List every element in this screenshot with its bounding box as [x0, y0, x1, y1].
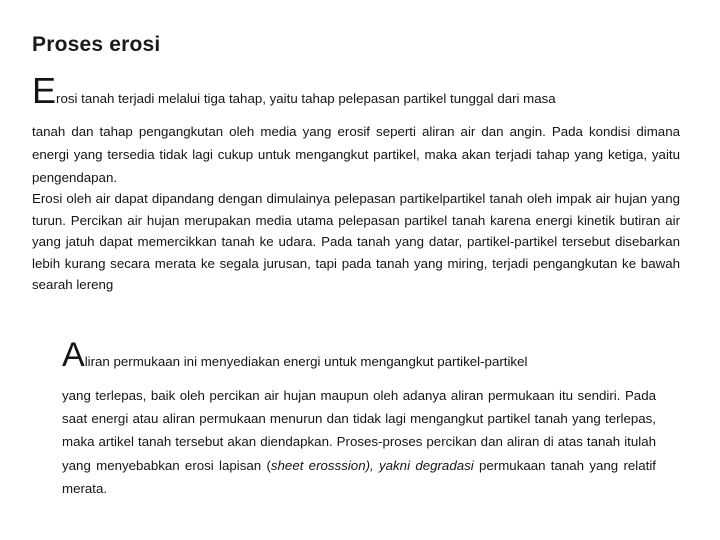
paragraph-surface-flow [62, 336, 656, 500]
paragraph-water-erosion [32, 188, 680, 296]
dropcap-letter: A [62, 336, 85, 374]
dropcap-letter: E [32, 70, 57, 111]
paragraph-first-line [62, 336, 656, 384]
italic-term: sheet erosssion), yakni degradasi [270, 457, 474, 473]
paragraph-first-line [32, 70, 680, 120]
first-line-text: liran permukaan ini menyediakan energi untuk mengangkut partikel-partikel [84, 354, 528, 369]
paragraph-body-text: yang terlepas, baik oleh percikan air hujan maupun oleh adanya aliran permukaan itu sendiri. Pada saat energi atau aliran permukaan menurun dan tidak lagi mengangkut partikel tanah yang terlepas, maka artikel tanah tersebut akan diendapkan. Proses-proses percikan dan aliran di atas tanah itulah yang menyebabkan erosi lapisan ( [62, 388, 656, 473]
paragraph-body-text: Erosi oleh air dapat dipandang dengan dimulainya pelepasan partikelpartikel tanah oleh impak air hujan yang turun. Percikan air hujan merupakan media utama pelepasan partikel tanah karena energi kinetik butiran air yang jatuh dapat memercikkan tanah ke udara. Pada tanah yang datar, partikel-partikel tersebut disebarkan lebih kurang secara merata ke segala jurusan, tapi pada tanah yang miring, terjadi pengangkutan ke bawah searah lereng [32, 191, 680, 293]
paragraph-body-text-end: permukaan tanah yang relatif merata. [62, 457, 656, 496]
first-line-text: rosi tanah terjadi melalui tiga tahap, yaitu tahap pelepasan partikel tunggal dari masa [56, 91, 556, 106]
page-title: Proses erosi [32, 33, 161, 56]
paragraph-erosion-stages [32, 70, 680, 190]
paragraph-body-text: tanah dan tahap pengangkutan oleh media yang erosif seperti aliran air dan angin. Pada kondisi dimana energi yang tersedia tidak lagi cukup untuk mengangkut partikel, maka akan terjadi tahap yang ketiga, yaitu pengendapan. [32, 124, 680, 186]
